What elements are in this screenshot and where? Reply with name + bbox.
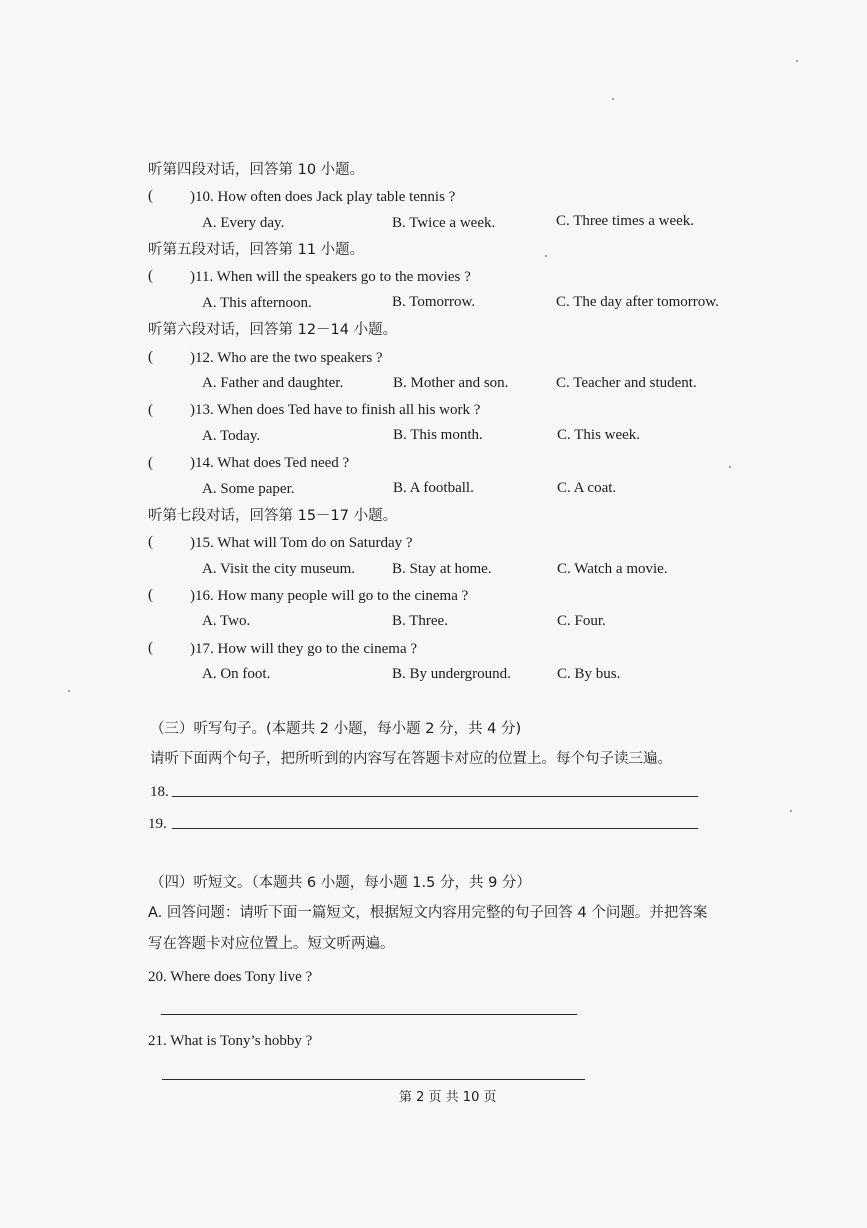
option-b: B. A football. <box>393 480 474 496</box>
page-number: 第 2 页 共 10 页 <box>399 1090 497 1105</box>
answer-line-21 <box>162 1079 585 1080</box>
question-14: )14. What does Ted need ? <box>190 455 350 471</box>
option-c: C. This week. <box>557 427 641 443</box>
item-18-label: 18. <box>150 784 169 800</box>
question-11: )11. When will the speakers go to the movies ? <box>190 269 471 285</box>
option-c: C. Three times a week. <box>556 213 695 229</box>
answer-paren: ( <box>148 268 153 284</box>
option-b: B. Stay at home. <box>392 561 492 577</box>
option-b: B. Three. <box>392 613 448 629</box>
part-3-title: （三）听写句子。(本题共 2 小题，每小题 2 分，共 4 分) <box>150 721 522 737</box>
section-6-heading: 听第六段对话，回答第 12－14 小题。 <box>148 322 398 338</box>
option-a: A. Every day. <box>202 215 285 231</box>
answer-paren: ( <box>148 188 153 204</box>
answer-paren: ( <box>148 402 153 418</box>
part-3-instruction: 请听下面两个句子，把所听到的内容写在答题卡对应的位置上。每个句子读三遍。 <box>150 751 672 767</box>
part-4-instruction-line-2: 写在答题卡对应位置上。短文听两遍。 <box>148 936 395 952</box>
section-5-heading: 听第五段对话，回答第 11 小题。 <box>148 242 365 258</box>
question-21: 21. What is Tony’s hobby ? <box>148 1033 313 1049</box>
scan-speck <box>729 466 731 468</box>
option-b: B. Tomorrow. <box>392 294 476 310</box>
scan-speck <box>796 60 798 62</box>
question-17: )17. How will they go to the cinema ? <box>190 641 418 657</box>
answer-line-19 <box>172 828 698 829</box>
section-7-heading: 听第七段对话，回答第 15－17 小题。 <box>148 508 398 524</box>
question-16: )16. How many people will go to the cinema ? <box>190 588 469 604</box>
part-4-instruction-line-1: A. 回答问题：请听下面一篇短文，根据短文内容用完整的句子回答 4 个问题。并把答案 <box>148 905 708 921</box>
question-10: )10. How often does Jack play table tennis ? <box>190 189 456 205</box>
option-a: A. Visit the city museum. <box>202 561 355 577</box>
option-c: C. Teacher and student. <box>556 375 697 391</box>
question-12: )12. Who are the two speakers ? <box>190 350 383 366</box>
scan-speck <box>612 98 614 100</box>
option-a: A. Two. <box>202 613 251 629</box>
option-c: C. A coat. <box>557 480 617 496</box>
item-19-label: 19. <box>148 816 167 832</box>
option-c: C. Four. <box>557 613 606 629</box>
question-20: 20. Where does Tony live ? <box>148 969 313 985</box>
answer-paren: ( <box>148 455 153 471</box>
option-c: C. Watch a movie. <box>557 561 668 577</box>
option-a: A. This afternoon. <box>202 295 312 311</box>
option-b: B. Mother and son. <box>393 375 509 391</box>
answer-paren: ( <box>148 587 153 603</box>
option-b: B. Twice a week. <box>392 215 496 231</box>
question-13: )13. When does Ted have to finish all his work ? <box>190 402 481 418</box>
answer-paren: ( <box>148 534 153 550</box>
question-15: )15. What will Tom do on Saturday ? <box>190 535 413 551</box>
scan-speck <box>545 255 547 257</box>
option-c: C. By bus. <box>557 666 621 682</box>
option-a: A. On foot. <box>202 666 271 682</box>
section-4-heading: 听第四段对话，回答第 10 小题。 <box>148 162 365 178</box>
option-a: A. Today. <box>202 428 261 444</box>
answer-paren: ( <box>148 349 153 365</box>
scan-speck <box>790 810 792 812</box>
answer-paren: ( <box>148 640 153 656</box>
part-4-title: （四）听短文。（本题共 6 小题，每小题 1.5 分，共 9 分） <box>150 875 531 891</box>
option-b: B. This month. <box>393 427 483 443</box>
option-b: B. By underground. <box>392 666 511 682</box>
option-a: A. Some paper. <box>202 481 295 497</box>
option-c: C. The day after tomorrow. <box>556 294 719 310</box>
option-a: A. Father and daughter. <box>202 375 344 391</box>
answer-line-18 <box>172 796 698 797</box>
scan-speck <box>68 690 70 692</box>
answer-line-20 <box>161 1014 577 1015</box>
